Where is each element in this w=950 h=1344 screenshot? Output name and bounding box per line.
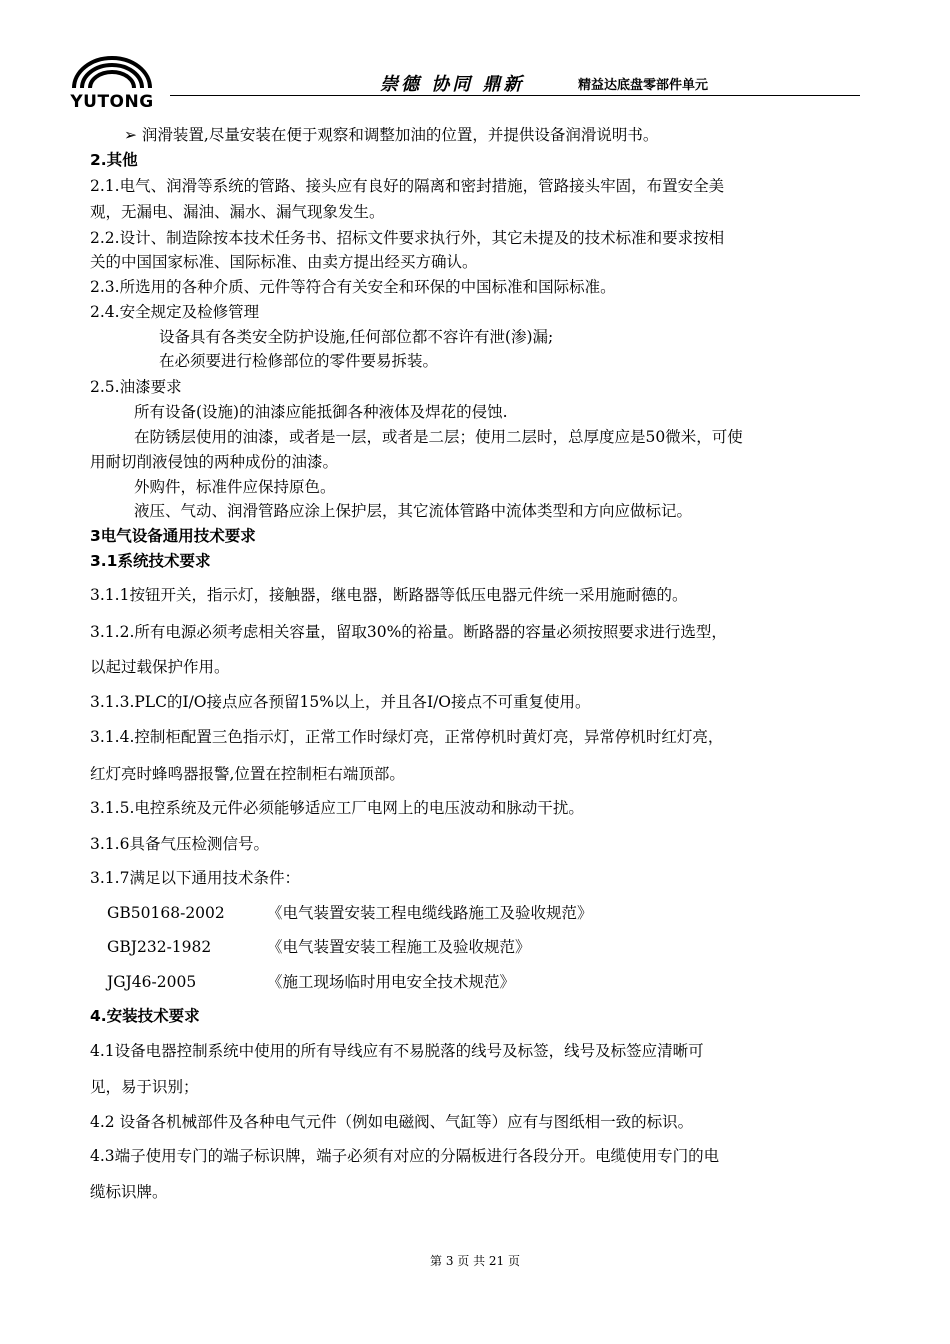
paragraph-line: 2.2.设计、制造除按本技术任务书、招标文件要求执行外，其它未提及的技术标准和要求按相 xyxy=(90,229,725,247)
standard-code: GBJ232-1982 xyxy=(107,938,212,956)
paragraph-line: 3.1.1按钮开关，指示灯，接触器，继电器，断路器等低压电器元件统一采用施耐德的。 xyxy=(90,586,688,604)
paragraph-line: 用耐切削液侵蚀的两种成份的油漆。 xyxy=(90,453,339,471)
company-motto: 崇德 协同 鼎新 xyxy=(380,74,525,95)
section-heading-2: 2.其他 xyxy=(90,151,138,169)
paragraph-line: 液压、气动、润滑管路应涂上保护层，其它流体管路中流体类型和方向应做标记。 xyxy=(134,502,693,520)
section-heading-4: 4.安装技术要求 xyxy=(90,1007,200,1025)
paragraph-line: 缆标识牌。 xyxy=(90,1183,168,1201)
page-number: 第 3 页 共 21 页 xyxy=(430,1254,520,1268)
section-heading-3: 3电气设备通用技术要求 xyxy=(90,527,256,545)
standard-title: 《施工现场临时用电安全技术规范》 xyxy=(267,973,516,991)
header-divider xyxy=(170,95,860,96)
subsection-heading-3-1: 3.1系统技术要求 xyxy=(90,552,211,570)
bullet-lubrication: ➢ 润滑装置,尽量安装在便于观察和调整加油的位置，并提供设备润滑说明书。 xyxy=(124,126,659,144)
paragraph-line: 3.1.6具备气压检测信号。 xyxy=(90,835,269,853)
paragraph-line: 2.1.电气、润滑等系统的管路、接头应有良好的隔离和密封措施，管路接头牢固，布置安全美 xyxy=(90,177,725,195)
paragraph-line: 见，易于识别； xyxy=(90,1078,199,1096)
paragraph-line: 红灯亮时蜂鸣器报警,位置在控制柜右端顶部。 xyxy=(90,765,405,783)
paragraph-line: 4.3端子使用专门的端子标识牌，端子必须有对应的分隔板进行各段分开。电缆使用专门的电 xyxy=(90,1147,720,1165)
paragraph-line: 3.1.3.PLC的I/O接点应各预留15%以上，并且各I/O接点不可重复使用。 xyxy=(90,693,591,711)
standard-title: 《电气装置安装工程施工及验收规范》 xyxy=(267,938,531,956)
paragraph-line: 在必须要进行检修部位的零件要易拆装。 xyxy=(159,352,439,370)
paragraph-line: 关的中国国家标准、国际标准、由卖方提出经买方确认。 xyxy=(90,253,478,271)
paragraph-line: 以起过载保护作用。 xyxy=(90,658,230,676)
paragraph-line: 2.4.安全规定及检修管理 xyxy=(90,303,260,321)
yutong-logo xyxy=(62,52,162,114)
logo-text: YUTONG xyxy=(70,92,154,112)
logo-arcs-icon xyxy=(62,52,162,92)
paragraph-line: 3.1.4.控制柜配置三色指示灯，正常工作时绿灯亮，正常停机时黄灯亮，异常停机时红灯亮， xyxy=(90,728,724,746)
paragraph-line: 2.5.油漆要求 xyxy=(90,378,182,396)
standard-code: GB50168-2002 xyxy=(107,904,225,922)
standard-code: JGJ46-2005 xyxy=(107,973,197,991)
paragraph-line: 3.1.5.电控系统及元件必须能够适应工厂电网上的电压波动和脉动干扰。 xyxy=(90,799,584,817)
paragraph-line: 所有设备(设施)的油漆应能抵御各种液体及焊花的侵蚀. xyxy=(134,403,508,421)
department-name: 精益达底盘零部件单元 xyxy=(578,78,709,93)
paragraph-line: 外购件，标准件应保持原色。 xyxy=(134,478,336,496)
standard-title: 《电气装置安装工程电缆线路施工及验收规范》 xyxy=(267,904,593,922)
paragraph-line: 观，无漏电、漏油、漏水、漏气现象发生。 xyxy=(90,203,385,221)
paragraph-line: 4.1设备电器控制系统中使用的所有导线应有不易脱落的线号及标签，线号及标签应清晰可 xyxy=(90,1042,704,1060)
paragraph-line: 4.2 设备各机械部件及各种电气元件（例如电磁阀、气缸等）应有与图纸相一致的标识。 xyxy=(90,1113,694,1131)
paragraph-line: 3.1.2.所有电源必须考虑相关容量，留取30%的裕量。断路器的容量必须按照要求进行选型， xyxy=(90,623,727,641)
paragraph-line: 3.1.7满足以下通用技术条件： xyxy=(90,869,300,887)
paragraph-line: 在防锈层使用的油漆，或者是一层，或者是二层；使用二层时，总厚度应是50微米，可使 xyxy=(134,428,743,446)
paragraph-line: 2.3.所选用的各种介质、元件等符合有关安全和环保的中国标准和国际标准。 xyxy=(90,278,616,296)
paragraph-line: 设备具有各类安全防护设施,任何部位都不容许有泄(渗)漏; xyxy=(159,328,554,346)
